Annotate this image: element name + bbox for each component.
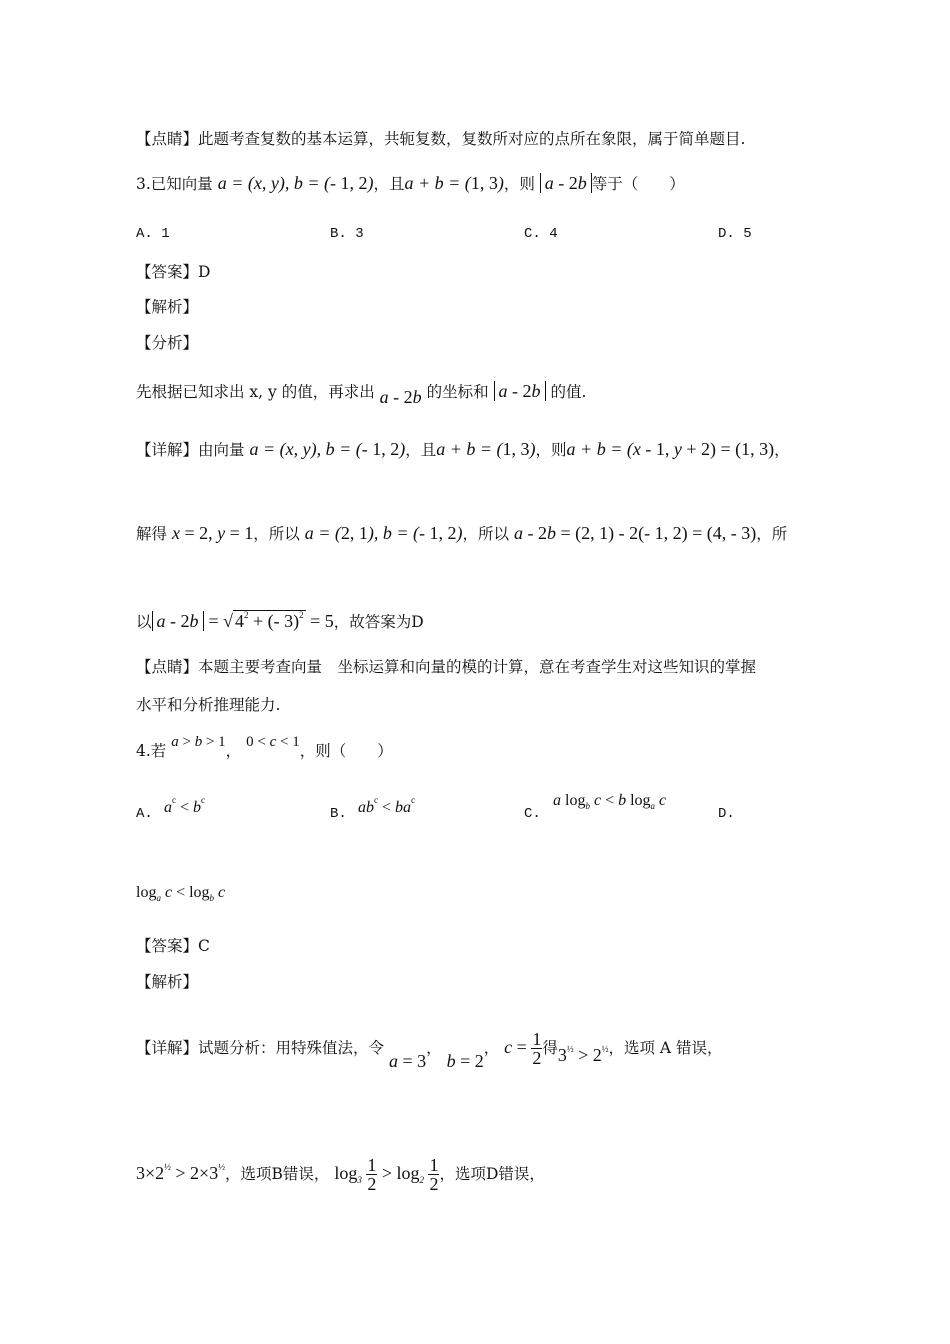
option-3b: B. 3 [330,226,364,242]
detail-line-3 [136,604,424,633]
option-3a: A. 1 [136,226,170,242]
xj-sum: a + b = (1, 3) [436,439,536,459]
xj2-c: ， [483,1039,500,1057]
q3-sum: a + b = (1, 3) [404,173,504,193]
option-4c: C. [524,806,541,822]
jd-c: ，所以 [462,525,510,543]
jd-d: ，所 [756,525,788,543]
fx-b: 的坐标和 [426,383,489,401]
yi-b: ，故答案为D [333,613,424,631]
yi-abs: a - 2b [152,611,204,631]
last-a: ，选项B错误， [224,1165,330,1183]
q3-suffix: 等于（ ） [591,175,685,193]
analysis-heading-2: 【解析】 [136,973,199,991]
xj-a: 【详解】由向量 [136,441,245,459]
option-4d-expr: $\log_a c < \log_b c$ [136,884,226,903]
question-3 [136,172,685,195]
option-4a-expr: $a^c < b^c$ [164,795,206,816]
detail-line-4 [136,1029,723,1071]
xj2-e: ，选项 A 错误， [608,1039,723,1057]
xj2-b-eq: b = 2 [446,1051,484,1071]
xj2-a: 【详解】试题分析：用特殊值法，令 [136,1039,385,1057]
last-ineq2: $\log_3$ $\frac{1}{2}$ > $\log_2$ $\frac{1}{2}$ [334,1155,439,1195]
analysis-heading: 【解析】 [136,298,199,316]
q3-mid2: ，则 [503,175,535,193]
xj-d: ， [774,441,790,459]
option-3d: D. 5 [718,226,752,242]
xj2-b: ， [426,1039,442,1057]
option-4b-expr: $ab^c < ba^c$ [358,795,416,816]
jd-calc: a - 2b = (2, 1) - 2(- 1, 2) = (4, - 3) [513,523,757,543]
fx-expr: a - 2b [379,387,422,407]
q4-b: ， [225,742,242,760]
detail-line-2 [136,522,787,545]
last-ineq1: $3\times 2^{\frac{1}{2}} > 2\times 3^{\frac{1}{2}}$ [136,1162,225,1183]
option-4d: D. [718,806,735,822]
note-line-1: 【点睛】此题考查复数的基本运算，共轭复数，复数所对应的点所在象限，属于简单题目. [136,130,746,148]
xj-b: ，且 [405,441,437,459]
option-3c: C. 4 [524,226,558,242]
option-4a: A. [136,806,153,822]
fenxi-heading: 【分析】 [136,334,199,352]
xj2-c-eq: c = $\frac{1}{2}$ [504,1029,542,1069]
answer-4: 【答案】C [136,937,210,955]
jd-xy: x = 2, y = 1 [171,523,254,543]
detail-line-5 [136,1156,545,1193]
jd-a: 解得 [136,525,168,543]
fenxi-text [136,380,587,407]
q4-a: 4.若 [136,742,167,760]
q4-c: ，则（ ） [299,742,393,760]
xj2-ineq: $3^{\frac{1}{2}} > 2^{\frac{1}{2}}$ [557,1044,609,1065]
jd-ab: a = (2, 1), b = (- 1, 2) [304,523,463,543]
last-b: ，选项D错误， [439,1165,545,1183]
fx-abs: a - 2b [494,381,546,401]
q4-cond2: 0 < c < 1 [246,734,300,750]
xj-sum2: a + b = (x - 1, y + 2) = (1, 3) [566,439,775,459]
question-4 [136,734,393,763]
xj2-d: 得 [542,1039,558,1057]
q3-abs: a - 2b [540,173,592,193]
option-4c-expr: a $\log_b c < b$ $\log_a c$ [553,792,667,811]
answer-3: 【答案】D [136,263,211,281]
fx-a: 先根据已知求出 x, y 的值，再求出 [136,383,375,401]
xj-c: ，则 [535,441,567,459]
option-4b: B. [330,806,347,822]
q3-mid1: ，且 [373,175,405,193]
xj2-a-eq: a = 3 [388,1051,427,1071]
note-line-3: 水平和分析推理能力. [136,696,281,714]
yi-sqrt: = √ $4^2$ + (- 3)$^2$ = 5 [208,610,334,631]
note-line-2: 【点睛】本题主要考查向量 坐标运算和向量的模的计算，意在考查学生对这些知识的掌握 [136,658,757,676]
q3-prefix: 3.已知向量 [136,175,213,193]
xj-vectors: a = (x, y), b = (- 1, 2) [249,439,406,459]
detail-line-1 [136,438,790,461]
fx-c: 的值. [550,383,587,401]
q4-cond1: a > b > 1 [171,734,226,750]
q3-vectors: a = (x, y), b = (- 1, 2) [217,173,374,193]
jd-b: ，所以 [253,525,300,543]
yi-a: 以 [136,613,152,631]
